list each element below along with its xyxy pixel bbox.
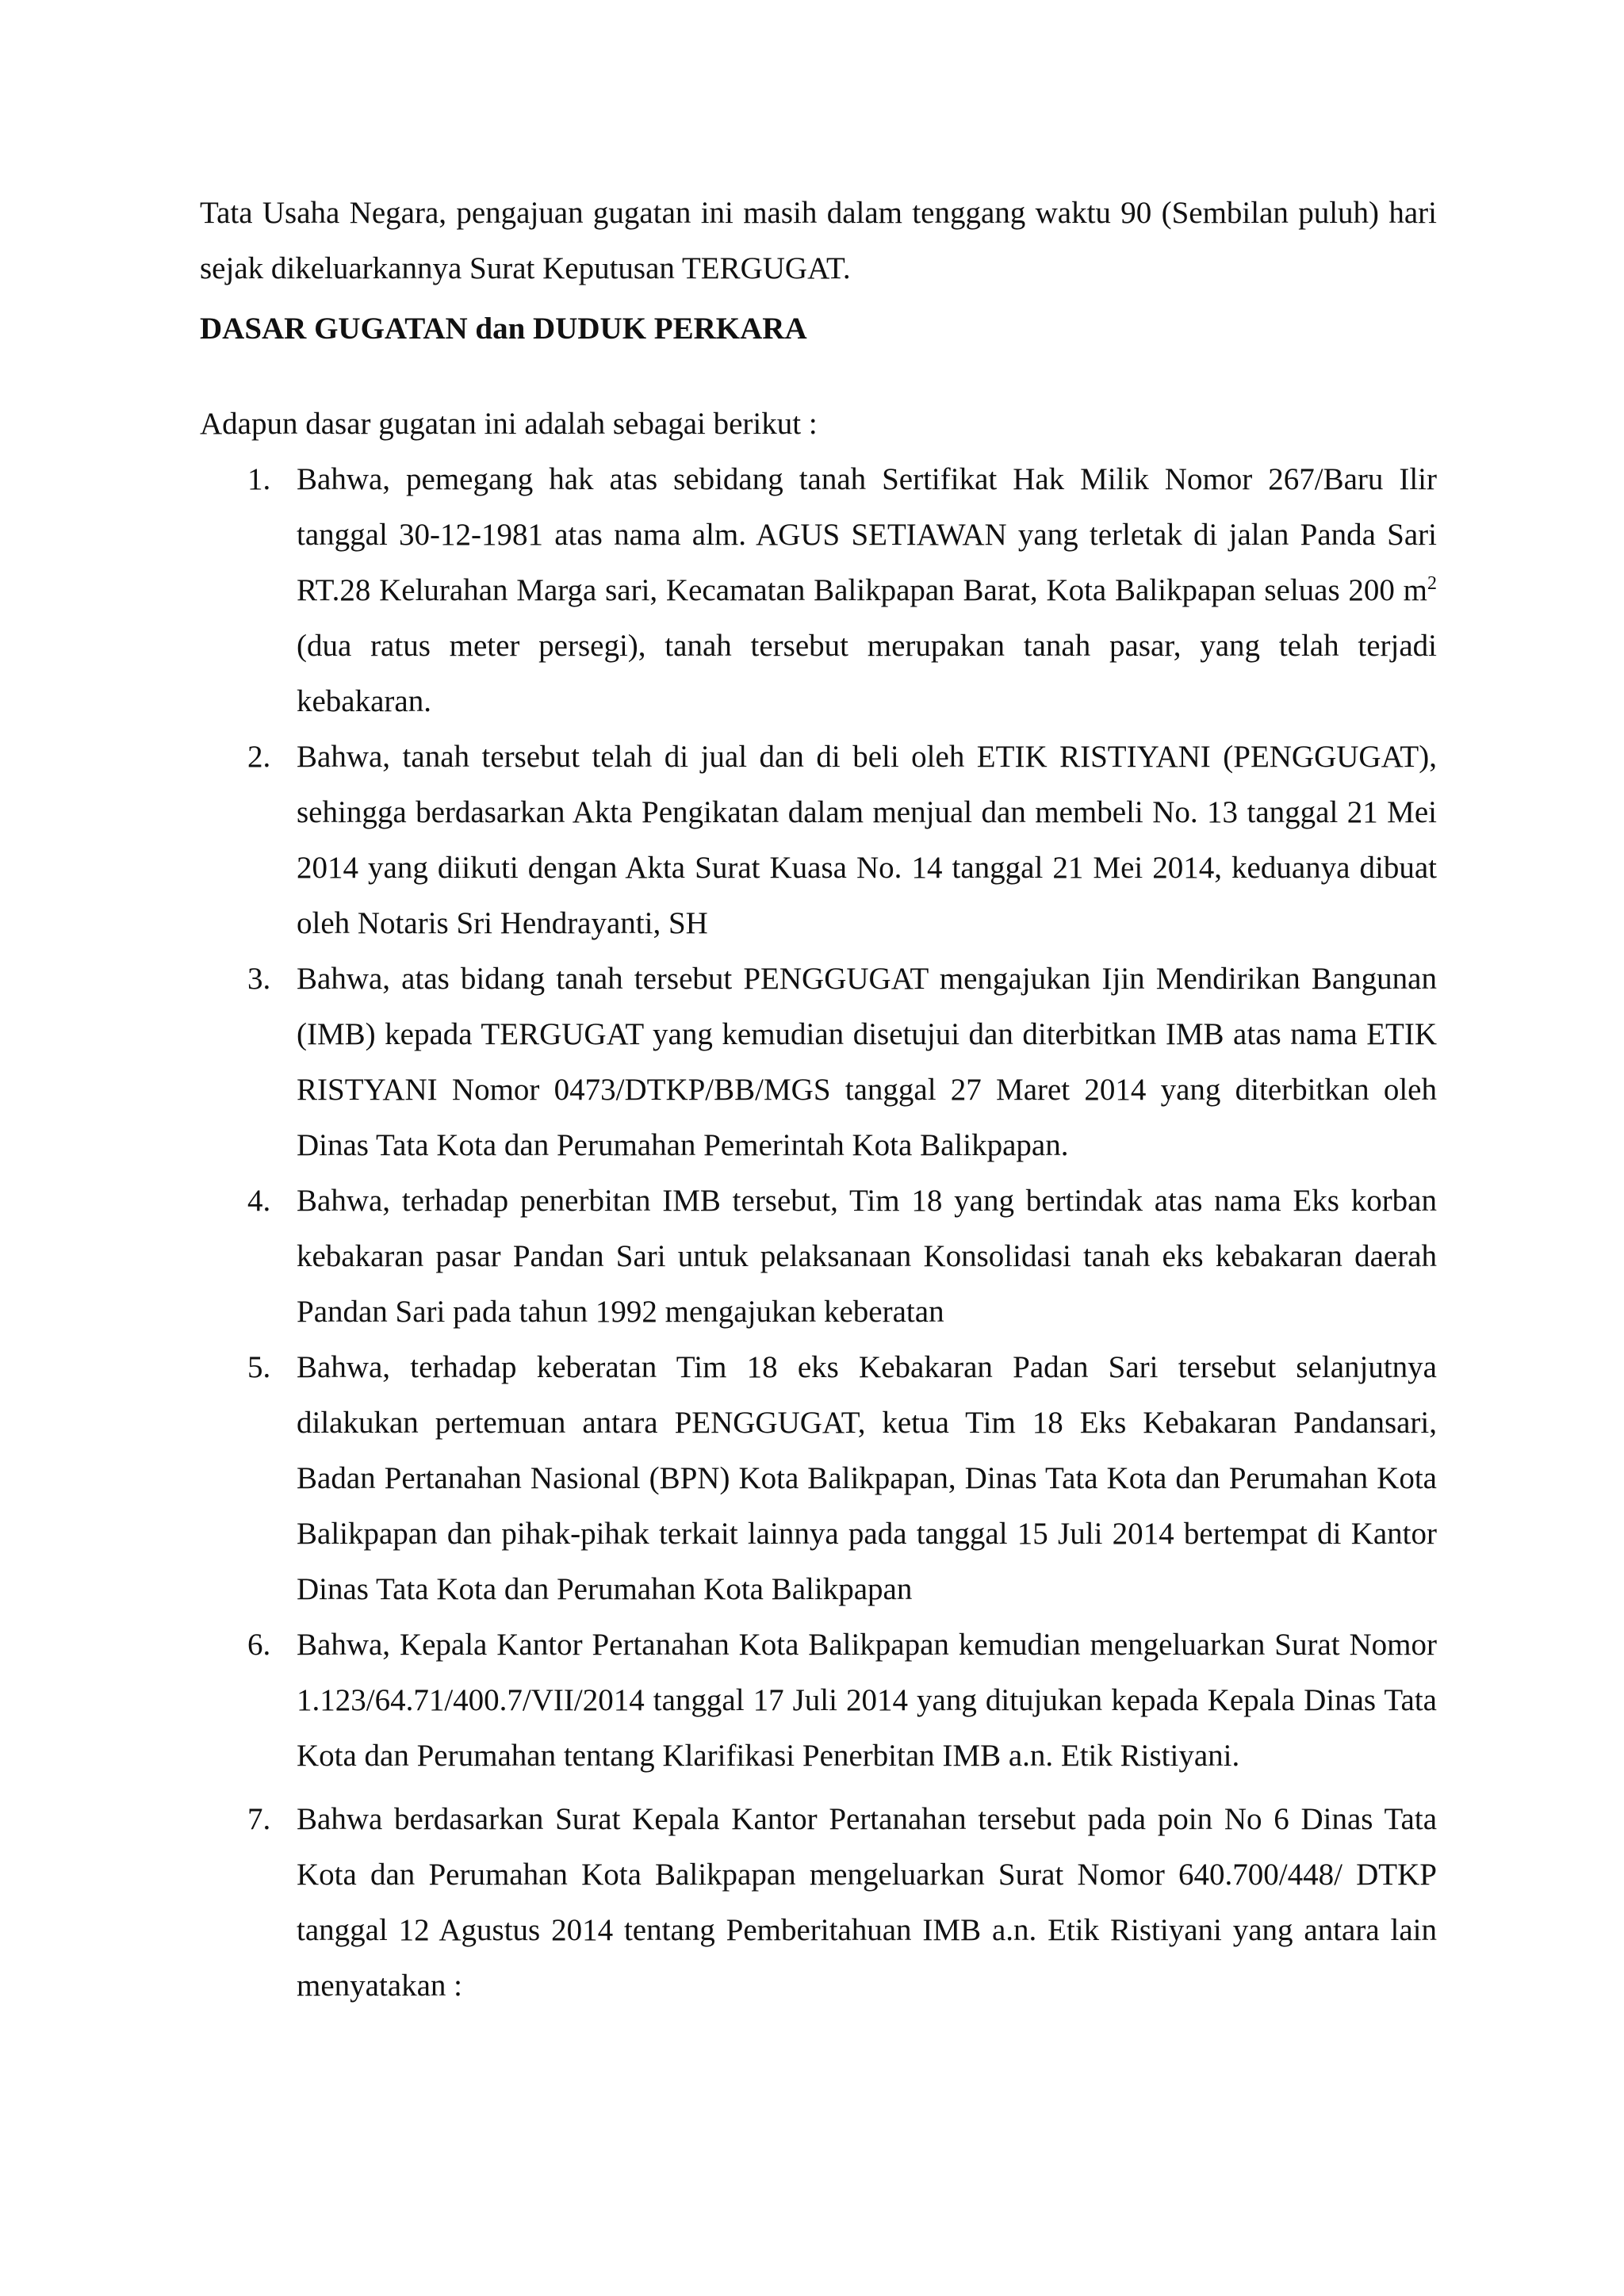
list-item-text xyxy=(297,462,1437,718)
list-item-5 xyxy=(200,1340,1437,1617)
list-item-text-part: Bahwa, pemegang hak atas sebidang tanah Sertifikat Hak Milik Nomor 267/Baru Ilir tanggal 30-12-1981 atas nama alm. AGUS SETIAWAN yang terletak di jalan Panda Sari RT.28 Kelurahan Marga sari, Kecamatan Balikpapan Barat, Kota Balikpapan seluas 200 m xyxy=(297,462,1437,607)
list-item-6 xyxy=(200,1617,1437,1784)
list-number: 7. xyxy=(247,1802,271,1836)
superscript: 2 xyxy=(1427,573,1437,594)
list-number: 6. xyxy=(247,1628,271,1662)
list-number: 5. xyxy=(247,1350,271,1384)
list-item-text: Bahwa, tanah tersebut telah di jual dan di beli oleh ETIK RISTIYANI (PENGGUGAT), sehingga berdasarkan Akta Pengikatan dalam menjual dan membeli No. 13 tanggal 21 Mei 2014 yang diikuti dengan Akta Surat Kuasa No. 14 tanggal 21 Mei 2014, keduanya dibuat oleh Notaris Sri Hendrayanti, SH xyxy=(297,740,1437,940)
list-item-4 xyxy=(200,1173,1437,1340)
list-item-3 xyxy=(200,951,1437,1173)
section-heading: DASAR GUGATAN dan DUDUK PERKARA xyxy=(200,312,807,346)
list-item-2 xyxy=(200,729,1437,951)
numbered-list xyxy=(200,452,1437,2014)
list-number: 2. xyxy=(247,740,271,774)
intro-paragraph: Tata Usaha Negara, pengajuan gugatan ini masih dalam tenggang waktu 90 (Sembilan puluh) hari sejak dikeluarkannya Surat Keputusan TERGUGAT. xyxy=(200,196,1437,285)
list-item-text: Bahwa berdasarkan Surat Kepala Kantor Pertanahan tersebut pada poin No 6 Dinas Tata Kota dan Perumahan Kota Balikpapan mengeluarkan Surat Nomor 640.700/448/ DTKP tanggal 12 Agustus 2014 tentang Pemberitahuan IMB a.n. Etik Ristiyani yang antara lain menyatakan : xyxy=(297,1802,1437,2003)
list-item-7 xyxy=(200,1792,1437,2014)
lead-paragraph: Adapun dasar gugatan ini adalah sebagai berikut : xyxy=(200,407,818,441)
list-item-text: Bahwa, terhadap penerbitan IMB tersebut, Tim 18 yang bertindak atas nama Eks korban kebakaran pasar Pandan Sari untuk pelaksanaan Konsolidasi tanah eks kebakaran daerah Pandan Sari pada tahun 1992 mengajukan keberatan xyxy=(297,1184,1437,1329)
list-number: 3. xyxy=(247,962,271,996)
list-item-text-part: (dua ratus meter persegi), tanah tersebut merupakan tanah pasar, yang telah terjadi kebakaran. xyxy=(297,629,1437,718)
list-item-text: Bahwa, atas bidang tanah tersebut PENGGUGAT mengajukan Ijin Mendirikan Bangunan (IMB) kepada TERGUGAT yang kemudian disetujui dan diterbitkan IMB atas nama ETIK RISTYANI Nomor 0473/DTKP/BB/MGS tanggal 27 Maret 2014 yang diterbitkan oleh Dinas Tata Kota dan Perumahan Pemerintah Kota Balikpapan. xyxy=(297,962,1437,1162)
list-number: 1. xyxy=(247,462,271,496)
list-item-text: Bahwa, Kepala Kantor Pertanahan Kota Balikpapan kemudian mengeluarkan Surat Nomor 1.123/64.71/400.7/VII/2014 tanggal 17 Juli 2014 yang ditujukan kepada Kepala Dinas Tata Kota dan Perumahan tentang Klarifikasi Penerbitan IMB a.n. Etik Ristiyani. xyxy=(297,1628,1437,1773)
list-item-1 xyxy=(200,452,1437,729)
list-number: 4. xyxy=(247,1184,271,1218)
list-item-text: Bahwa, terhadap keberatan Tim 18 eks Kebakaran Padan Sari tersebut selanjutnya dilakukan pertemuan antara PENGGUGAT, ketua Tim 18 Eks Kebakaran Pandansari, Badan Pertanahan Nasional (BPN) Kota Balikpapan, Dinas Tata Kota dan Perumahan Kota Balikpapan dan pihak-pihak terkait lainnya pada tanggal 15 Juli 2014 bertempat di Kantor Dinas Tata Kota dan Perumahan Kota Balikpapan xyxy=(297,1350,1437,1606)
